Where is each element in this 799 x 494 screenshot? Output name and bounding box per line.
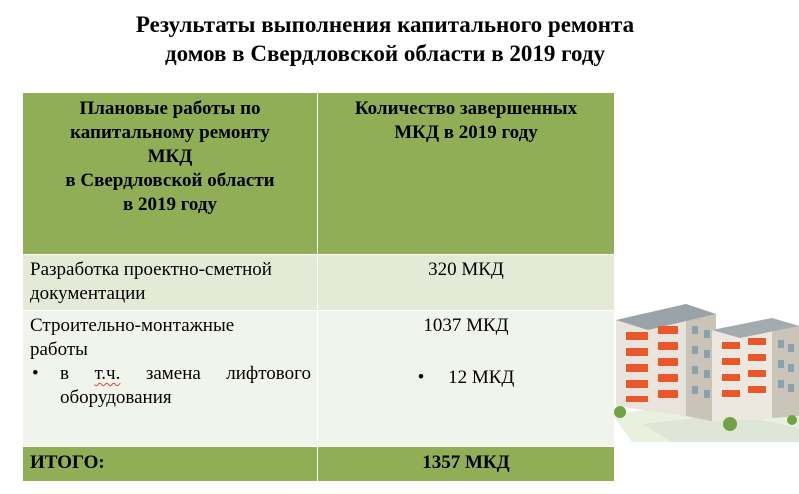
sub-word: лифтового — [226, 363, 311, 384]
bullet-icon: • — [417, 367, 425, 388]
header-col1-line: в Свердловской области — [65, 170, 275, 191]
work-cell — [23, 255, 318, 311]
total-row — [23, 447, 615, 482]
count-value: 320 МКД — [428, 259, 504, 280]
header-col2-line: Количество завершенных — [354, 98, 578, 119]
header-col1-line: МКД — [147, 146, 193, 167]
title-line-2: домов в Свердловской области в 2019 году — [165, 41, 605, 66]
sub-count — [318, 366, 614, 390]
total-value: 1357 МКД — [422, 452, 510, 473]
header-col1-line: в 2019 году — [123, 194, 217, 215]
work-cell — [23, 311, 318, 447]
sub-word: в — [60, 363, 69, 384]
table-row — [23, 255, 615, 311]
page-title — [0, 10, 770, 68]
table-row — [23, 311, 615, 447]
bullet-icon: • — [32, 363, 39, 384]
header-col1-line: капитальному ремонту — [70, 122, 270, 143]
work-line: документации — [30, 283, 146, 304]
total-value-cell — [318, 447, 615, 482]
header-planned-works — [23, 93, 318, 255]
total-label: ИТОГО: — [30, 452, 105, 473]
sub-line: оборудования — [60, 387, 172, 408]
count-cell — [318, 255, 615, 311]
count-value: 1037 МКД — [423, 315, 509, 336]
work-line: Разработка проектно-сметной — [30, 259, 272, 280]
apartment-building-illustration-icon — [612, 296, 799, 442]
total-label-cell — [23, 447, 318, 482]
count-cell — [318, 311, 615, 447]
header-col2-line: МКД в 2019 году — [394, 122, 538, 143]
sub-count-value: 12 МКД — [448, 367, 515, 388]
work-line: Строительно-монтажные — [30, 315, 235, 336]
sub-word: замена — [145, 363, 201, 384]
repair-results-table — [22, 92, 615, 482]
title-line-1: Результаты выполнения капитального ремонта — [135, 12, 635, 37]
work-line: работы — [30, 339, 88, 360]
header-completed-count — [318, 93, 615, 255]
sub-word: т.ч. — [94, 363, 121, 384]
sub-item — [30, 362, 311, 410]
header-col1-line: Плановые работы по — [79, 98, 261, 119]
table-header-row — [23, 93, 615, 255]
